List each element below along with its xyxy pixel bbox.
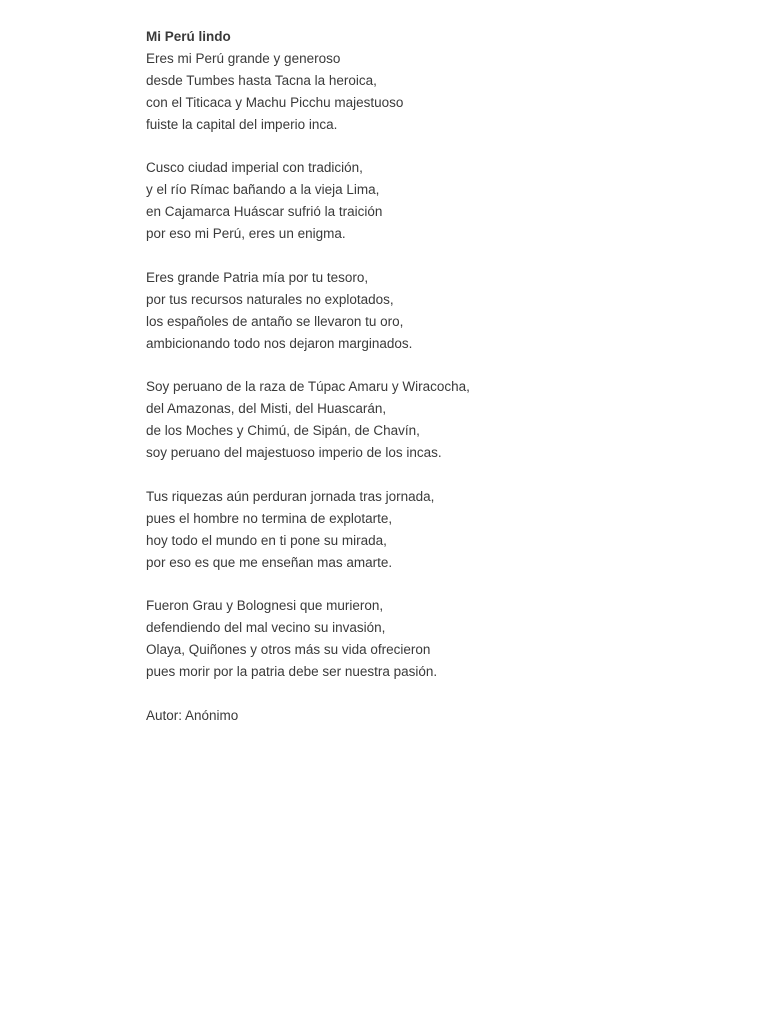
poem-line: Soy peruano de la raza de Túpac Amaru y Wiracocha, [146,379,470,395]
poem-line: Olaya, Quiñones y otros más su vida ofrecieron [146,642,431,658]
poem-line: por tus recursos naturales no explotados, [146,291,394,307]
poem-line: pues morir por la patria debe ser nuestra pasión. [146,664,438,680]
poem-line: defendiendo del mal vecino su invasión, [146,620,386,636]
poem-line: Eres grande Patria mía por tu tesoro, [146,269,369,285]
poem-line: por eso mi Perú, eres un enigma. [146,226,346,242]
poem-line: desde Tumbes hasta Tacna la heroica, [146,72,377,88]
poem-line: por eso es que me enseñan mas amarte. [146,554,393,570]
poem-title: Mi Perú lindo [146,29,231,44]
stanza-4 [146,376,706,464]
poem-line: Eres mi Perú grande y generoso [146,50,341,66]
poem-line: fuiste la capital del imperio inca. [146,116,338,132]
poem-line: pues el hombre no termina de explotarte, [146,510,393,526]
stanza-3 [146,267,706,355]
poem-line: de los Moches y Chimú, de Sipán, de Chavín, [146,423,420,439]
poem-line: los españoles de antaño se llevaron tu oro, [146,313,404,329]
poem-line: soy peruano del majestuoso imperio de los incas. [146,445,442,461]
poem-author: Autor: Anónimo [146,708,239,723]
stanza-6 [146,595,706,683]
stanza-2 [146,157,706,245]
poem-line: hoy todo el mundo en ti pone su mirada, [146,532,387,548]
poem-line: del Amazonas, del Misti, del Huascarán, [146,401,387,417]
poem-line: Tus riquezas aún perduran jornada tras jornada, [146,488,435,504]
poem-line: Fueron Grau y Bolognesi que murieron, [146,598,384,614]
poem-line: Cusco ciudad imperial con tradición, [146,160,363,176]
stanza-5 [146,486,706,574]
poem-line: y el río Rímac bañando a la vieja Lima, [146,182,380,198]
poem-line: con el Titicaca y Machu Picchu majestuoso [146,94,404,110]
poem-line: en Cajamarca Huáscar sufrió la traición [146,204,383,220]
poem-page [146,26,706,727]
poem-line: ambicionando todo nos dejaron marginados. [146,335,413,351]
stanza-1 [146,48,706,136]
